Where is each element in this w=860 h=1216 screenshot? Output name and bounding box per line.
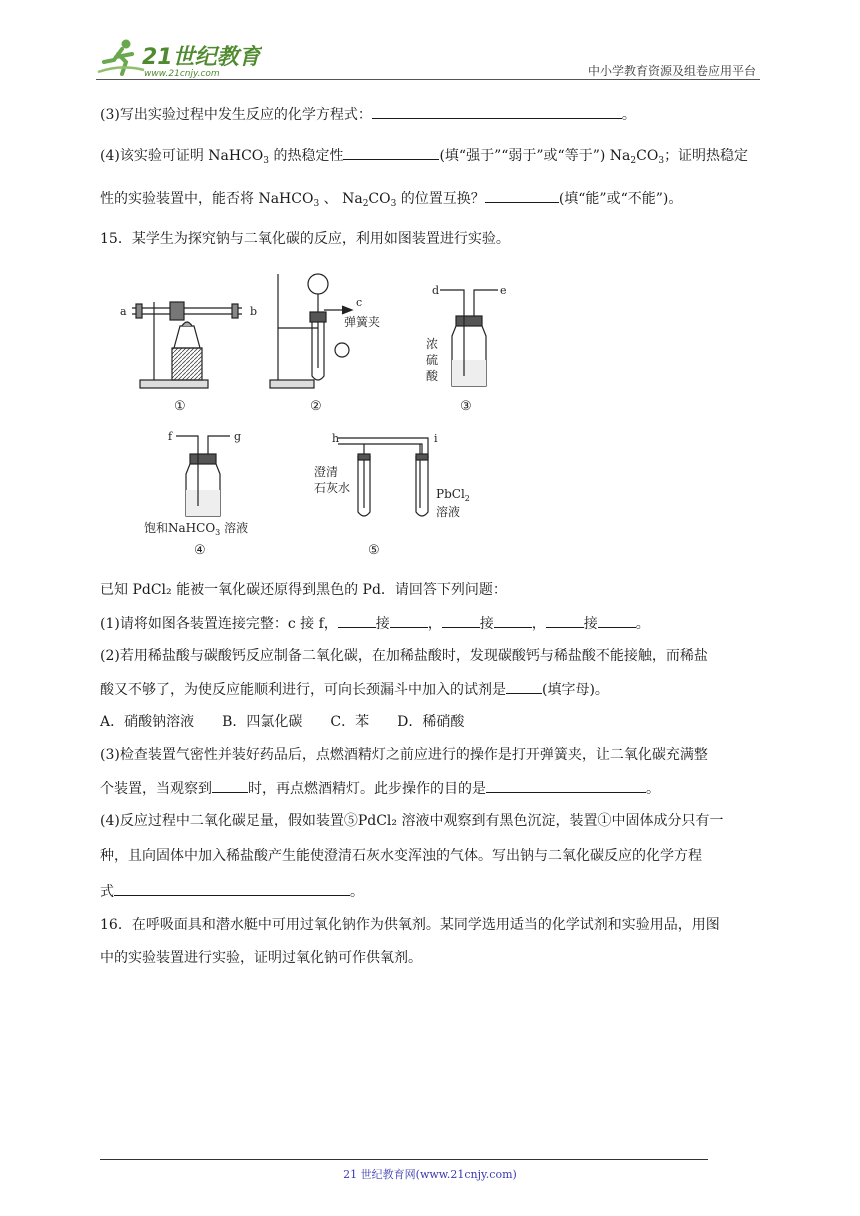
svg-text:c: c bbox=[356, 296, 363, 309]
q14-part4-line1: (4)该实验可证明 NaHCO$_3$ 的热稳定性 (填“强于”“弱于”或“等于”) $Na_2CO_3$；证明热稳定 bbox=[100, 145, 748, 171]
q15-part4-line3: 式 。 bbox=[100, 881, 364, 902]
q15-part3-line1: (3)检查装置气密性并装好药品后，点燃酒精灯之前应进行的操作是打开弹簧夹，让二氧化碳充满整 bbox=[100, 747, 708, 763]
svg-text:溶液: 溶液 bbox=[436, 505, 461, 519]
site-logo bbox=[92, 34, 262, 80]
q14-part3: (3)写出实验过程中发生反应的化学方程式： 。 bbox=[100, 104, 636, 125]
q15-part2-line1: (2)若用稀盐酸与碳酸钙反应制备二氧化碳，在加稀盐酸时，发现碳酸钙与稀盐酸不能接触，而稀盐 bbox=[100, 648, 708, 664]
header-divider bbox=[96, 79, 760, 80]
svg-text:i: i bbox=[434, 432, 438, 445]
answer-blank[interactable] bbox=[442, 613, 480, 628]
logo-title: 21世纪教育 bbox=[142, 45, 261, 70]
answer-blank[interactable] bbox=[486, 778, 646, 793]
apparatus-3 bbox=[426, 284, 507, 414]
footer-divider bbox=[100, 1159, 708, 1160]
svg-text:d: d bbox=[432, 284, 440, 297]
label-3: ③ bbox=[460, 399, 472, 414]
q16-line1: 16．在呼吸面具和潜水艇中可用过氧化钠作为供氧剂。某同学选用适当的化学试剂和实验用品，用图 bbox=[100, 917, 720, 933]
apparatus-figure bbox=[110, 268, 520, 564]
answer-blank[interactable] bbox=[598, 613, 636, 628]
q15-part3-line2: 个装置，当观察到 时，再点燃酒精灯。此步操作的目的是 。 bbox=[100, 778, 660, 799]
clamp-label: 弹簧夹 bbox=[344, 315, 381, 329]
platform-name: 中小学教育资源及组卷应用平台 bbox=[587, 64, 756, 78]
answer-blank[interactable] bbox=[372, 104, 622, 119]
svg-text:硫: 硫 bbox=[426, 353, 439, 367]
label-2: ② bbox=[310, 399, 322, 414]
answer-blank[interactable] bbox=[212, 778, 248, 793]
svg-text:e: e bbox=[500, 284, 507, 297]
svg-text:h: h bbox=[332, 432, 340, 445]
svg-text:PbCl2: PbCl$_2$ bbox=[436, 487, 470, 503]
answer-blank[interactable] bbox=[338, 613, 376, 628]
svg-text:石灰水: 石灰水 bbox=[314, 481, 351, 495]
svg-text:饱和NaHCO3 溶液: 饱和NaHCO$_3$ 溶液 bbox=[144, 521, 249, 537]
apparatus-1 bbox=[120, 302, 257, 414]
svg-text:浓: 浓 bbox=[426, 337, 439, 351]
apparatus-4 bbox=[144, 430, 248, 558]
q15-part4-line1: (4)反应过程中二氧化碳足量，假如装置⑤PdCl₂ 溶液中观察到有黑色沉淀，装置①中固体成分只有一 bbox=[100, 813, 724, 829]
q16-line2: 中的实验装置进行实验，证明过氧化钠可作供氧剂。 bbox=[100, 950, 422, 966]
q15-part2-line2: 酸又不够了，为使反应能顺利进行，可向长颈漏斗中加入的试剂是 (填字母)。 bbox=[100, 679, 609, 700]
answer-blank[interactable] bbox=[390, 613, 428, 628]
label-1: ① bbox=[174, 399, 186, 414]
answer-blank[interactable] bbox=[343, 145, 439, 160]
runner-icon bbox=[98, 40, 144, 75]
q15-part1: (1)请将如图各装置连接完整：c 接 f， 接 ， 接 ， 接 。 bbox=[100, 613, 650, 634]
svg-text:g: g bbox=[234, 430, 242, 443]
q15-known: 已知 PdCl₂ 能被一氧化碳还原得到黑色的 Pd．请回答下列问题： bbox=[100, 582, 507, 598]
svg-text:澄清: 澄清 bbox=[314, 465, 339, 479]
svg-text:f: f bbox=[168, 430, 173, 443]
logo-url: www.21cnjy.com bbox=[144, 69, 220, 79]
answer-blank[interactable] bbox=[494, 613, 532, 628]
answer-blank[interactable] bbox=[485, 188, 559, 203]
answer-blank[interactable] bbox=[114, 881, 350, 896]
answer-blank[interactable] bbox=[546, 613, 584, 628]
answer-blank[interactable] bbox=[506, 679, 542, 694]
q15-options: A．硝酸钠溶液 B．四氯化碳 C．苯 D．稀硝酸 bbox=[100, 714, 465, 730]
q15-stem: 15．某学生为探究钠与二氧化碳的反应，利用如图装置进行实验。 bbox=[100, 231, 510, 247]
label-5: ⑤ bbox=[368, 543, 380, 558]
footer-text[interactable]: 21 世纪教育网(www.21cnjy.com) bbox=[343, 1168, 517, 1181]
svg-text:a: a bbox=[120, 305, 127, 318]
label-4: ④ bbox=[194, 543, 206, 558]
apparatus-2 bbox=[270, 274, 380, 414]
q14-part4-line2: 性的实验装置中，能否将 NaHCO$_3$ 、 $Na_2CO_3$ 的位置互换？ (填“能”或“不能”)。 bbox=[100, 188, 682, 214]
q15-part4-line2: 种，且向固体中加入稀盐酸产生能使澄清石灰水变浑浊的气体。写出钠与二氧化碳反应的化学方程 bbox=[100, 848, 702, 864]
apparatus-5 bbox=[314, 432, 470, 558]
svg-text:b: b bbox=[250, 305, 258, 318]
svg-text:酸: 酸 bbox=[426, 369, 439, 383]
